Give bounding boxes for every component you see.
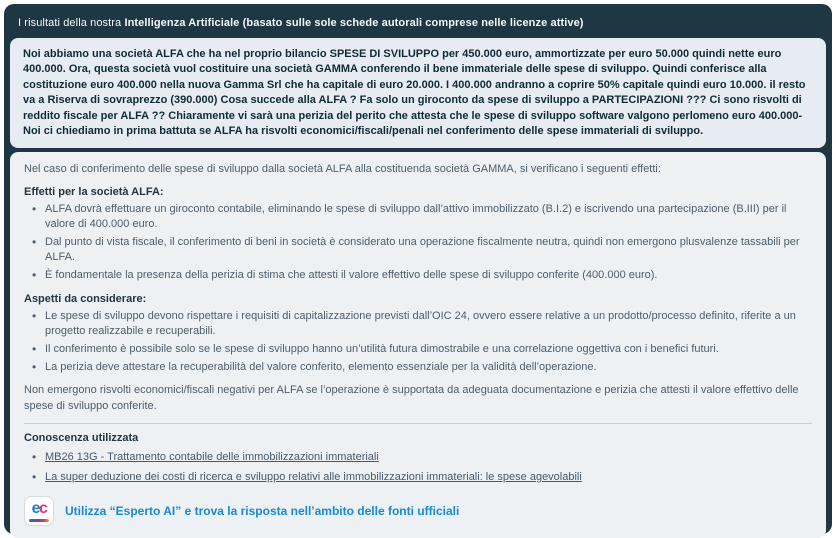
- results-header: [4, 4, 832, 38]
- bullet-item: • È fondamentale la presenza della perizia di stima che attesti il valore effettivo delle spese di sviluppo conferite (400.000 euro).: [32, 268, 812, 283]
- euroconference-logo-icon: [24, 496, 54, 526]
- knowledge-link-2[interactable]: La super deduzione dei costi di ricerca e sviluppo relativi alle immobilizzazioni immateriali: le spese agevolabili: [45, 471, 582, 484]
- bullet-item: • Dal punto di vista fiscale, il conferimento di beni in società è considerato una operazione fiscalmente neutra, quindi non emergono plusvalenze tassabili per ALFA.: [32, 235, 812, 265]
- knowledge-link-list: [24, 450, 812, 485]
- esperto-ai-cta[interactable]: [24, 496, 812, 526]
- ec-logo-letter-c: c: [39, 499, 47, 517]
- knowledge-title: Conoscenza utilizzata: [24, 431, 139, 444]
- results-header-prefix: I risultati della nostra: [18, 17, 125, 29]
- ec-logo-letters: [32, 501, 47, 517]
- ec-logo-gradient-bar: [29, 519, 49, 522]
- answer-intro-paragraph: Nel caso di conferimento delle spese di sviluppo dalla società ALFA alla costituenda società GAMMA, si verificano i seguenti effetti:: [24, 163, 661, 176]
- bullet-item: • Il conferimento è possibile solo se le spese di sviluppo hanno un’utilità futura dimostrabile e una correlazione oggettiva con i benefici futuri.: [32, 342, 812, 357]
- section-heading-effetti-alfa: Effetti per la società ALFA:: [24, 185, 164, 198]
- bullet-item: • La perizia deve attestare la recuperabilità del valore conferito, elemento essenziale per la validità dell’operazione.: [32, 360, 812, 375]
- esperto-ai-cta-label[interactable]: Utilizza “Esperto AI” e trova la risposta nell’ambito delle fonti ufficiali: [65, 503, 460, 518]
- results-header-emphasis: Intelligenza Artificiale (basato sulle sole schede autorali comprese nelle licenze attive): [124, 17, 584, 29]
- aspetti-bullet-list: [24, 309, 812, 376]
- list-item: [32, 450, 812, 465]
- bullet-item: • ALFA dovrà effettuare un giroconto contabile, eliminando le spese di sviluppo dall’attivo immobilizzato (B.I.2) e iscrivendo una partecipazione (B.III) per il valore di 400.000 euro.: [32, 202, 812, 232]
- section-heading-aspetti: Aspetti da considerare:: [24, 292, 147, 305]
- user-question-box: [10, 38, 826, 148]
- effetti-bullet-list: [24, 202, 812, 284]
- bullet-item: • Le spese di sviluppo devono rispettare i requisiti di capitalizzazione previsti dall’OIC 24, ovvero essere relative a un prodotto/processo definito, riferite a un progetto realizzabile e recuperabili.: [32, 309, 812, 339]
- ai-answer-panel: [10, 152, 826, 538]
- knowledge-link-1[interactable]: MB26 13G - Trattamento contabile delle immobilizzazioni immateriali: [45, 450, 379, 463]
- list-item: [32, 470, 812, 485]
- ec-logo-letter-e: e: [31, 499, 39, 517]
- ai-results-card: [4, 4, 832, 534]
- answer-conclusion-paragraph: Non emergono risvolti economici/fiscali negativi per ALFA se l’operazione è supportata da adeguata documentazione e perizia che attesti il valore effettivo delle spese di sviluppo conferite.: [24, 384, 799, 412]
- user-question-text: Noi abbiamo una società ALFA che ha nel proprio bilancio SPESE DI SVILUPPO per 450.000 euro, ammortizzate per euro 50.000 quindi nette euro 400.000. Ora, questa società vuol costituire una società GAMMA conferendo il bene immateriale delle spese di sviluppo. Quindi conferisce alla costituzione euro 400.000 nella nuova Gamma Srl che ha capitale di euro 20.000. I 400.000 andranno a coprire 50% capitale quindi euro 10.000. il resto va a Riserva di sovraprezzo (390.000) Cosa succede alla ALFA ? Fa solo un giroconto da spese di sviluppo a PARTECIPAZIONI ??? Ci sono risvolti di reddito fiscale per ALFA ?? Chiaramente vi sarà una perizia del perito che attesta che le spese di sviluppo software valgono perlomeno euro 400.000- Noi ci chiediamo in prima battuta se ALFA ha risvolti economici/fiscali/penali nel conferimento delle spese immateriali di sviluppo.: [23, 48, 806, 137]
- knowledge-divider: [24, 423, 812, 424]
